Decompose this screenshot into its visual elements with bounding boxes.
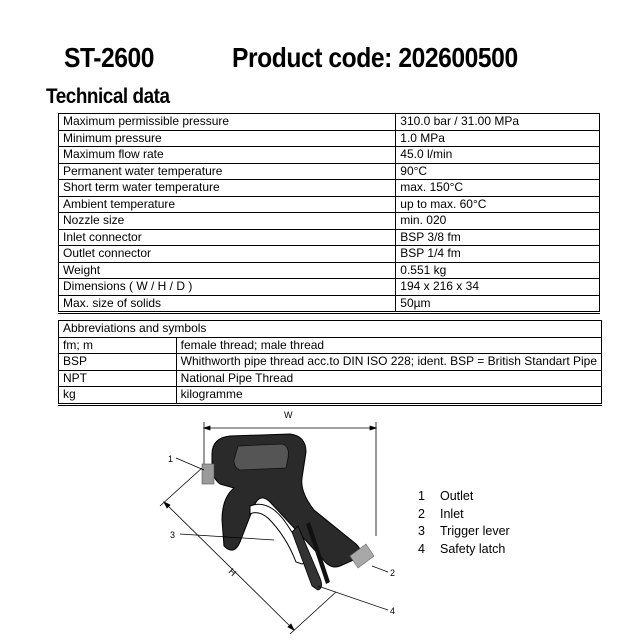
spec-value: 1.0 MPa xyxy=(396,130,600,147)
spec-value: 45.0 l/min xyxy=(396,147,600,164)
spec-row xyxy=(59,279,600,296)
spec-value: min. 020 xyxy=(396,213,600,230)
height-label: H xyxy=(226,566,239,579)
abbreviations-table xyxy=(58,320,602,406)
legend-label: Outlet xyxy=(440,489,474,503)
spec-label: Maximum flow rate xyxy=(59,147,396,164)
spec-value: 0.551 kg xyxy=(396,262,600,279)
spec-label: Max. size of solids xyxy=(59,295,396,313)
abbreviations-title: Abbreviations and symbols xyxy=(59,321,602,338)
legend-item xyxy=(418,506,510,524)
spec-label: Dimensions ( W / H / D ) xyxy=(59,279,396,296)
spec-value: BSP 1/4 fm xyxy=(396,246,600,263)
spec-label: Minimum pressure xyxy=(59,130,396,147)
callout-4: 4 xyxy=(390,606,396,616)
spec-row xyxy=(59,147,600,164)
legend-item xyxy=(418,523,510,541)
spec-row xyxy=(59,295,600,313)
abbreviation-row xyxy=(59,370,602,387)
abbreviation-meaning: kilogramme xyxy=(176,387,601,405)
spec-value: up to max. 60°C xyxy=(396,196,600,213)
abbreviation-meaning: female thread; male thread xyxy=(176,337,601,354)
spec-label: Maximum permissible pressure xyxy=(59,114,396,131)
spec-value: max. 150°C xyxy=(396,180,600,197)
abbreviation-meaning: Whithworth pipe thread acc.to DIN ISO 228; ident. BSP = British Standart Pipe xyxy=(176,354,601,371)
legend-number: 4 xyxy=(418,541,425,556)
callout-2: 2 xyxy=(390,568,396,578)
legend-label: Trigger lever xyxy=(440,524,510,538)
spec-label: Short term water temperature xyxy=(59,180,396,197)
spec-value: 310.0 bar / 31.00 MPa xyxy=(396,114,600,131)
spec-label: Nozzle size xyxy=(59,213,396,230)
spec-row xyxy=(59,196,600,213)
product-code: Product code: 202600500 xyxy=(232,42,518,73)
abbreviation: kg xyxy=(59,387,177,405)
model-name: ST-2600 xyxy=(64,42,155,73)
legend-number: 1 xyxy=(418,489,425,503)
legend-label: Inlet xyxy=(440,506,464,521)
spec-value: 90°C xyxy=(396,163,600,180)
spec-value: BSP 3/8 fm xyxy=(396,229,600,246)
abbreviation-row xyxy=(59,387,602,405)
spec-value: 194 x 216 x 34 xyxy=(396,279,600,296)
legend xyxy=(418,488,510,558)
width-label: W xyxy=(284,410,293,420)
spec-value: 50µm xyxy=(396,295,600,313)
spec-label: Permanent water temperature xyxy=(59,163,396,180)
section-title: Technical data xyxy=(46,85,170,108)
abbreviation: NPT xyxy=(59,370,177,387)
legend-number: 3 xyxy=(418,524,425,538)
abbreviation-row xyxy=(59,337,602,354)
callout-1: 1 xyxy=(168,454,174,464)
spray-gun-drawing xyxy=(150,406,410,638)
spec-row xyxy=(59,180,600,197)
spec-label: Inlet connector xyxy=(59,229,396,246)
spec-label: Ambient temperature xyxy=(59,196,396,213)
legend-item xyxy=(418,541,510,559)
spec-label: Outlet connector xyxy=(59,246,396,263)
gun-body xyxy=(202,434,374,590)
abbreviation-row xyxy=(59,354,602,371)
spec-row xyxy=(59,213,600,230)
spec-row xyxy=(59,163,600,180)
legend-item xyxy=(418,488,510,506)
abbreviation-meaning: National Pipe Thread xyxy=(176,370,601,387)
spec-label: Weight xyxy=(59,262,396,279)
callout-3: 3 xyxy=(170,530,176,540)
legend-number: 2 xyxy=(418,506,425,521)
spec-row xyxy=(59,262,600,279)
abbreviation: fm; m xyxy=(59,337,177,354)
abbreviation: BSP xyxy=(59,354,177,371)
spec-row xyxy=(59,130,600,147)
spec-row xyxy=(59,114,600,131)
abbreviations-header-row xyxy=(59,321,602,338)
technical-data-table xyxy=(58,113,600,314)
spec-row xyxy=(59,229,600,246)
legend-label: Safety latch xyxy=(440,541,506,556)
spec-row xyxy=(59,246,600,263)
